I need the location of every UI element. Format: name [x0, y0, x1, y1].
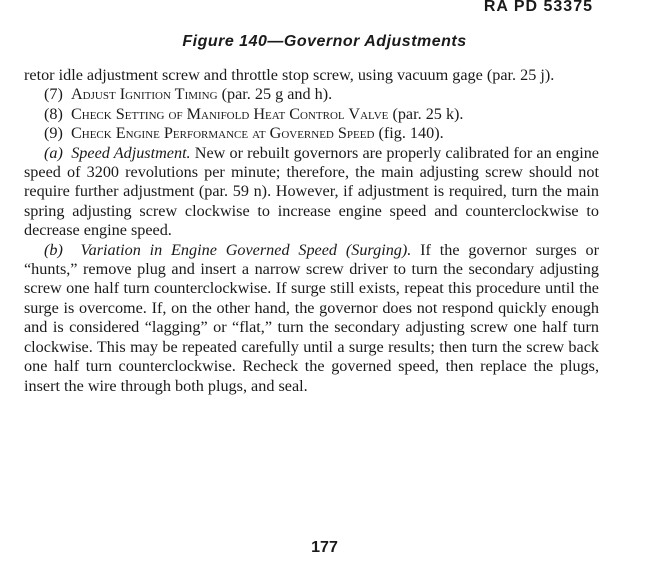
substep-letter: (a) [44, 143, 63, 162]
body-text [24, 66, 599, 396]
step-number: (9) [44, 124, 63, 143]
step-title: Check Engine Performance at Governed Speed [70, 124, 375, 143]
paragraph-continuation: retor idle adjustment screw and throttle stop screw, using vacuum gage (par. 25 j). [24, 66, 555, 84]
step-number: (7) [44, 85, 63, 104]
paragraph-step-8 [24, 105, 599, 124]
reference-number: RA PD 53375 [483, 0, 593, 15]
substep-text: New or rebuilt governors are properly calibrated for an engine speed of 3200 revolutions per minute; therefore, the main adjusting screw should not require further adjustment (par. 59 n). However, if adjustment is required, turn the main spring adjusting screw clockwise to increase engine speed and counterclockwise to decrease engine speed. [24, 143, 599, 240]
step-text: (par. 25 g and h). [217, 85, 333, 104]
substep-text: If the governor surges or “hunts,” remove plug and insert a narrow screw driver to turn the secondary adjusting screw one half turn counterclockwise. If surge still exists, repeat this procedure until the surge is overcome. If, on the other hand, the governor does not respond quickly enough and is considered “lagging” or “flat,” turn the secondary adjusting screw one half turn clockwise. This may be repeated carefully until a surge results; then turn the screw back one half turn counterclockwise. Recheck the governed speed, then replace the plugs, insert the wire through both plugs, and seal. [24, 240, 600, 395]
substep-letter: (b) [44, 240, 63, 259]
substep-title: Variation in Engine Governed Speed (Surging). [80, 240, 412, 259]
page-number: 177 [311, 539, 338, 556]
step-title: Check Setting of Manifold Heat Control Valve [70, 104, 389, 123]
paragraph-step-7 [24, 85, 599, 104]
step-text: (par. 25 k). [388, 104, 464, 123]
step-title: Adjust Ignition Timing [70, 85, 218, 104]
paragraph-substep-b [24, 241, 599, 396]
figure-caption: Figure 140—Governor Adjustments [182, 33, 467, 50]
paragraph-step-9 [24, 124, 599, 143]
paragraph-substep-a [24, 144, 599, 241]
step-number: (8) [44, 104, 63, 123]
step-text: (fig. 140). [374, 124, 444, 143]
substep-title: Speed Adjustment. [71, 143, 191, 162]
